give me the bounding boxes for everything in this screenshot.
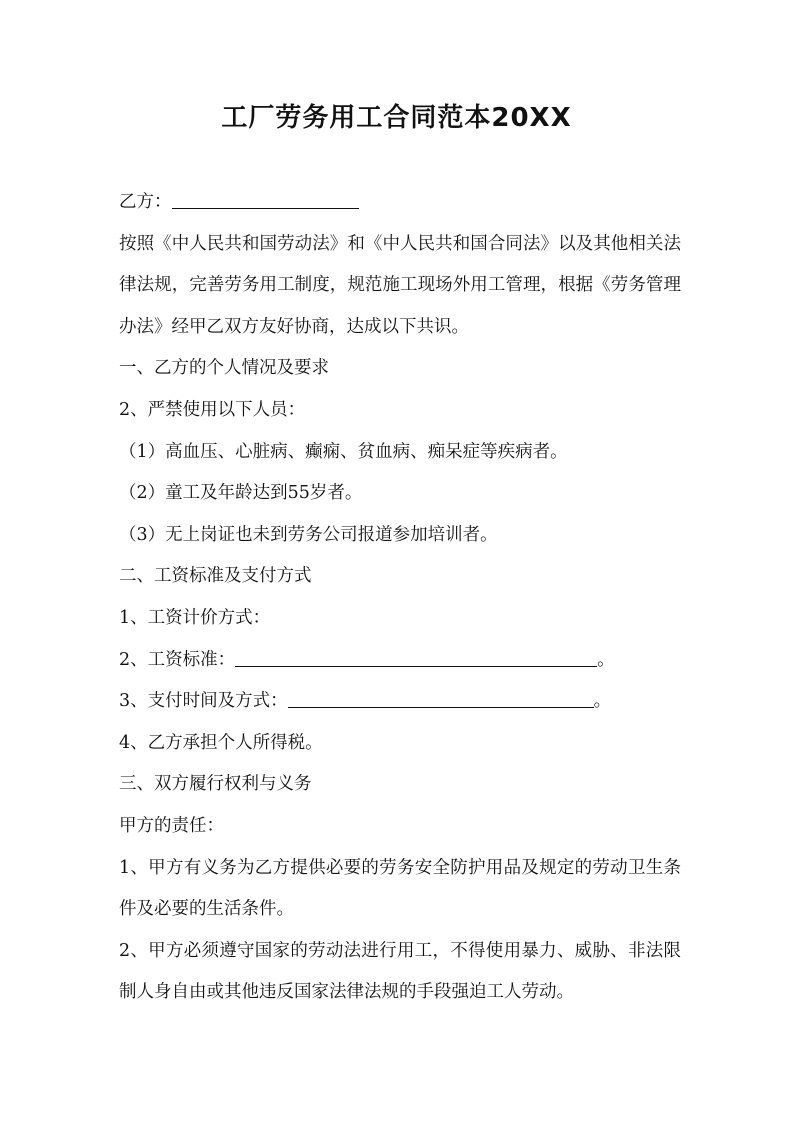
party-b-blank [172, 190, 359, 209]
section3-item1: 1、甲方有义务为乙方提供必要的劳务安全防护用品及规定的劳动卫生条件及必要的生活条件。 [119, 857, 681, 920]
party-b-line [119, 182, 681, 224]
wage-standard-end: 。 [597, 649, 615, 670]
document-title: 工厂劳务用工合同范本20XX [221, 103, 572, 133]
section2-item1: 1、工资计价方式： [119, 607, 271, 628]
section1-heading: 一、乙方的个人情况及要求 [119, 358, 329, 379]
section2-heading: 二、工资标准及支付方式 [119, 566, 312, 587]
payment-method-label: 3、支付时间及方式： [119, 691, 288, 712]
party-a-duty-label: 甲方的责任： [119, 815, 224, 836]
party-b-label: 乙方： [119, 192, 172, 212]
section3-heading: 三、双方履行权利与义务 [119, 774, 312, 795]
wage-standard-blank [235, 648, 597, 667]
document-body [119, 182, 681, 1014]
section3-item2: 2、甲方必须遵守国家的劳动法进行用工，不得使用暴力、威胁、非法限制人身自由或其他违反国家法律法规的手段强迫工人劳动。 [119, 940, 681, 1003]
section1-sub1: （1）高血压、心脏病、癫痫、贫血病、痴呆症等疾病者。 [119, 441, 568, 462]
wage-standard-label: 2、工资标准： [119, 649, 236, 670]
section2-item2 [119, 640, 681, 682]
section1-sub2: （2）童工及年龄达到55岁者。 [119, 483, 363, 504]
intro-paragraph: 按照《中人民共和国劳动法》和《中人民共和国合同法》以及其他相关法律法规，完善劳务用工制度，规范施工现场外用工管理，根据《劳务管理办法》经甲乙双方友好协商，达成以下共识。 [119, 233, 681, 337]
section1-sub3: （3）无上岗证也未到劳务公司报道参加培训者。 [119, 524, 498, 545]
payment-method-blank [288, 689, 594, 708]
payment-method-end: 。 [593, 691, 612, 712]
section2-item4: 4、乙方承担个人所得税。 [119, 732, 323, 753]
section2-item3 [119, 681, 681, 723]
section1-item2: 2、严禁使用以下人员： [119, 399, 306, 420]
